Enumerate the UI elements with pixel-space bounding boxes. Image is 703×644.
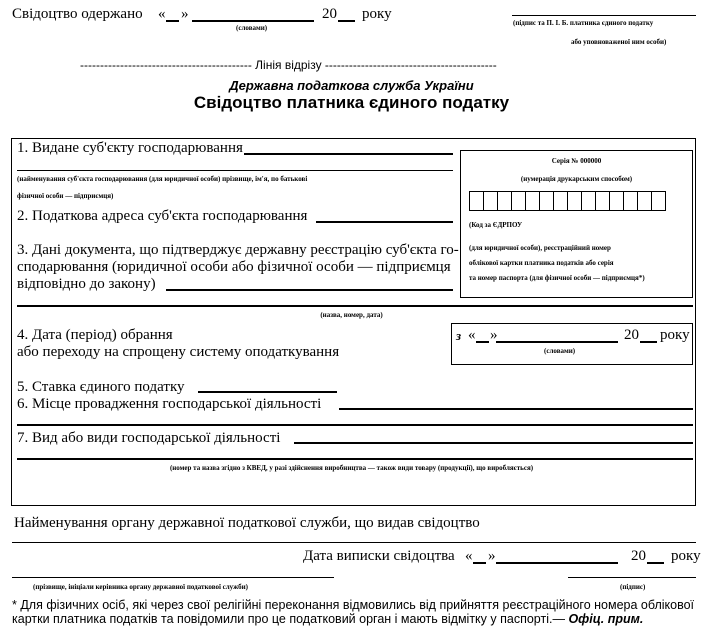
signature-note-1: (підпис та П. І. Б. платника єдиного податку	[513, 19, 654, 27]
field-6-input[interactable]	[339, 408, 693, 410]
issue-date-label: Дата виписки свідоцтва	[303, 548, 455, 564]
field-7-note: (номер та назва згідно з КВЕД, у разі здійснення виробництва — також види товару (продукції), що виробляється)	[169, 464, 534, 472]
field-6-label: 6. Місце провадження господарської діяльності	[17, 396, 322, 412]
series-label: Серія № 000000	[551, 157, 602, 165]
period-quote-open: «	[468, 327, 476, 343]
code-cell[interactable]	[609, 191, 624, 211]
period-day-field[interactable]	[476, 341, 489, 343]
code-cell[interactable]	[623, 191, 638, 211]
field-2-label: 2. Податкова адреса суб'єкта господарювання	[17, 208, 308, 224]
code-cell[interactable]	[553, 191, 568, 211]
cut-line: ------------------------------------------- Лінія відрізу -------------------------------------------	[80, 58, 497, 72]
code-cell[interactable]	[637, 191, 652, 211]
signature-note-2: або уповноваженої ним особи)	[571, 38, 667, 46]
field-1-note-1: (найменування суб'єкта господарювання (для юридичної особи) прізвище, ім'я, по батькові	[17, 175, 308, 183]
code-line-2: (для юридичної особи), реєстраційний номер	[469, 244, 611, 252]
year-label: року	[362, 6, 392, 22]
code-cell[interactable]	[483, 191, 498, 211]
period-from-label: з	[456, 328, 462, 343]
issue-day-field[interactable]	[473, 562, 486, 564]
code-cell[interactable]	[525, 191, 540, 211]
document-title: Свідоцтво платника єдиного податку	[193, 93, 510, 112]
footnote-sign: Офіц. прим.	[568, 612, 644, 626]
issuer-input[interactable]	[12, 542, 696, 543]
field-3-line-1: 3. Дані документа, що підтверджує державну реєстрацію суб'єкта го-	[17, 242, 459, 258]
code-cell[interactable]	[539, 191, 554, 211]
issue-month-field[interactable]	[496, 562, 618, 564]
field-7-input-line-2[interactable]	[17, 458, 693, 460]
serial-box	[460, 150, 693, 298]
official-note: (прізвище, ініціали керівника органу державної податкової служби)	[33, 583, 248, 591]
issue-year-field[interactable]	[647, 562, 664, 564]
period-year-prefix: 20	[624, 327, 639, 343]
field-4-line-1: 4. Дата (період) обрання	[17, 327, 173, 343]
code-cell[interactable]	[581, 191, 596, 211]
footnote	[12, 598, 700, 626]
signature-field[interactable]	[512, 15, 696, 16]
field-3-note: (назва, номер, дата)	[320, 311, 383, 319]
field-3-input-line-2[interactable]	[17, 305, 693, 307]
field-4-line-2: або переходу на спрощену систему оподаткування	[17, 344, 340, 360]
field-5-input[interactable]	[198, 391, 337, 393]
code-cells[interactable]	[469, 191, 665, 211]
field-3-input[interactable]	[166, 289, 453, 291]
period-year-field[interactable]	[640, 341, 657, 343]
field-3-line-3: відповідно до закону)	[17, 276, 156, 292]
month-field[interactable]	[192, 20, 314, 22]
code-cell[interactable]	[511, 191, 526, 211]
issue-year-label: року	[671, 548, 701, 564]
field-2-input[interactable]	[316, 221, 453, 223]
field-5-label: 5. Ставка єдиного податку	[17, 379, 185, 395]
official-signature-field[interactable]	[568, 577, 696, 578]
field-1-note-2: фізичної особи — підприємця)	[17, 192, 114, 200]
code-line-4: та номер паспорта (для фізичної особи — підприємця*)	[469, 274, 645, 282]
official-name-field[interactable]	[12, 577, 334, 578]
issue-quote-open: «	[465, 548, 473, 564]
period-date-box	[451, 323, 693, 365]
issuer-label: Найменування органу державної податкової служби, що видав свідоцтво	[14, 515, 480, 531]
field-7-input[interactable]	[294, 442, 693, 444]
code-label: (Код за ЄДРПОУ	[469, 221, 523, 229]
day-quote-close: »	[181, 6, 189, 22]
received-label: Свідоцтво одержано	[12, 6, 143, 22]
issue-quote-close: »	[488, 548, 496, 564]
footnote-text: * Для фізичних осіб, які через свої релігійні переконання відмовились від прийняття реєстраційного номера облікової картки платника податків та повідомили про це податковий орган і мають відмітку у паспорті.—	[12, 598, 695, 626]
issue-year-prefix: 20	[631, 548, 646, 564]
code-cell[interactable]	[497, 191, 512, 211]
agency-title: Державна податкова служба України	[229, 78, 474, 93]
code-cell[interactable]	[567, 191, 582, 211]
field-6-input-line-2[interactable]	[17, 424, 693, 426]
year-prefix: 20	[322, 6, 337, 22]
period-words-note: (словами)	[544, 347, 576, 355]
period-month-field[interactable]	[496, 341, 618, 343]
field-7-label: 7. Вид або види господарської діяльності	[17, 430, 281, 446]
field-1-label: 1. Видане суб'єкту господарювання	[17, 140, 243, 156]
day-quote-open: «	[158, 6, 166, 22]
code-cell[interactable]	[651, 191, 666, 211]
series-note: (нумерація друкарським способом)	[520, 175, 633, 183]
day-field[interactable]	[166, 20, 179, 22]
words-note: (словами)	[236, 24, 268, 32]
code-cell[interactable]	[469, 191, 484, 211]
code-line-3: облікової картки платника податків або серія	[469, 259, 614, 267]
field-1-input[interactable]	[244, 153, 453, 155]
field-3-line-2: сподарювання (юридичної особи або фізичної особи — підприємця	[17, 259, 451, 275]
official-signature-note: (підпис)	[620, 583, 646, 591]
period-year-label: року	[660, 327, 690, 343]
year-field[interactable]	[338, 20, 355, 22]
period-quote-close: »	[490, 327, 498, 343]
code-cell[interactable]	[595, 191, 610, 211]
field-1-input-line-2[interactable]	[17, 170, 453, 171]
